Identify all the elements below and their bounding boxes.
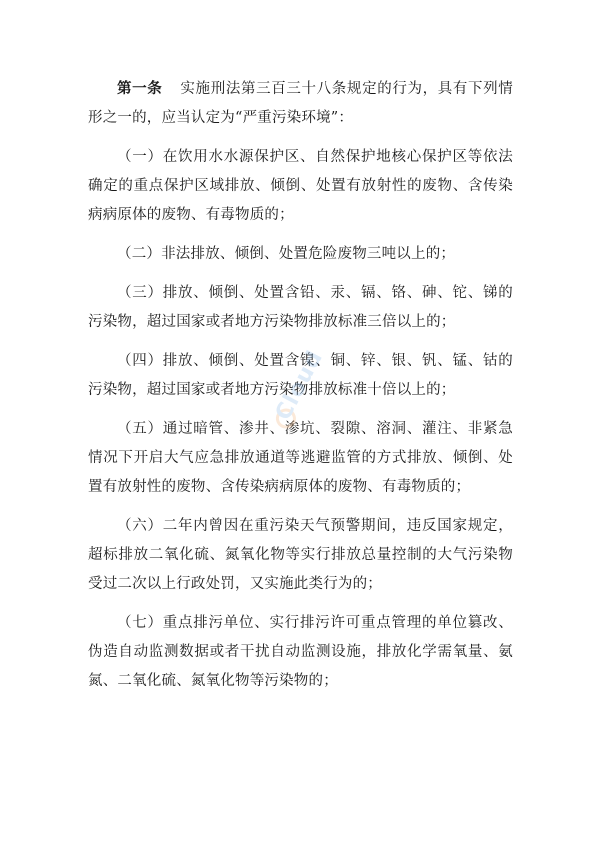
article-intro-text: 实施刑法第三百三十八条规定的行为，具有下列情形之一的，应当认定为“严重污染环境”： xyxy=(88,81,513,126)
watermark-text: Cloud xyxy=(270,346,329,425)
list-item: （四）排放、倾倒、处置含镍、铜、锌、银、钒、锰、钴的污染物，超过国家或者地方污染物排放标准十倍以上的； xyxy=(88,353,513,398)
article-label: 第一条 xyxy=(117,80,163,97)
list-item: （三）排放、倾倒、处置含铅、汞、镉、铬、砷、铊、锑的污染物，超过国家或者地方污染物排放标准三倍以上的； xyxy=(88,285,513,330)
list-item: （一）在饮用水水源保护区、自然保护地核心保护区等依法确定的重点保护区域排放、倾倒、处置有放射性的废物、含传染病病原体的废物、有毒物质的； xyxy=(88,149,513,223)
list-item: （七）重点排污单位、实行排污许可重点管理的单位篡改、伪造自动监测数据或者干扰自动监测设施，排放化学需氧量、氨氮、二氧化硫、氮氧化物等污染物的； xyxy=(88,615,513,689)
article-intro-paragraph xyxy=(88,74,513,133)
list-item: （六）二年内曾因在重污染天气预警期间，违反国家规定，超标排放二氧化硫、氮氧化物等实行排放总量控制的大气污染物受过二次以上行政处罚，又实施此类行为的； xyxy=(88,518,513,592)
list-item: （五）通过暗管、渗井、渗坑、裂隙、溶洞、灌注、非紧急情况下开启大气应急排放通道等逃避监管的方式排放、倾倒、处置有放射性的废物、含传染病病原体的废物、有毒物质的； xyxy=(88,421,513,495)
document-body xyxy=(88,74,513,706)
list-item: （二）非法排放、倾倒、处置危险废物三吨以上的； xyxy=(117,246,456,262)
